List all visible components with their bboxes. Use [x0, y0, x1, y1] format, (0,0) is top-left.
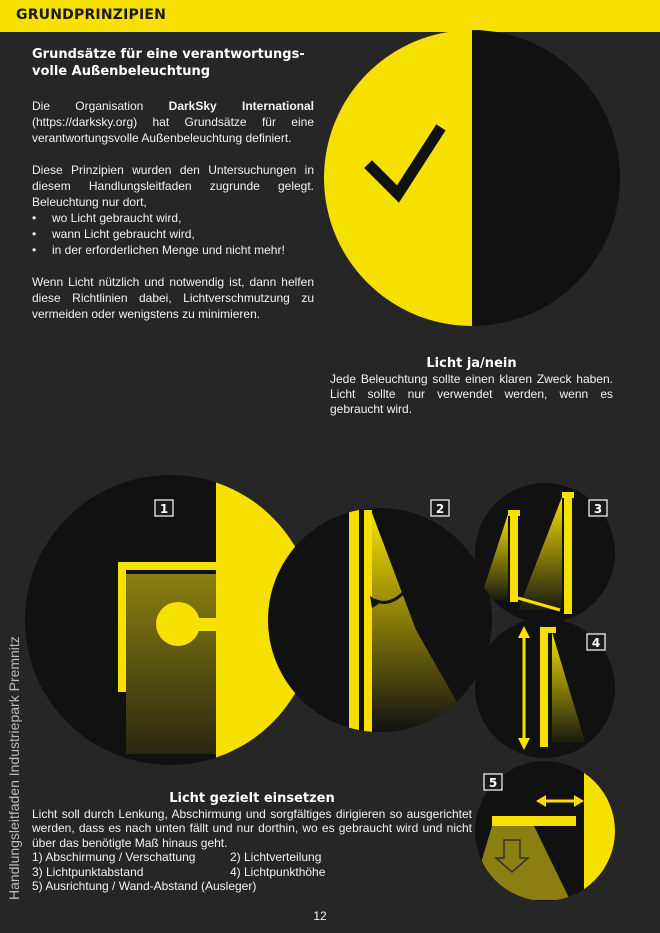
list-item: 5) Ausrichtung / Wand-Abstand (Ausleger) — [32, 879, 257, 893]
intro-paragraph-3: Wenn Licht nützlich und notwendig ist, dann helfen diese Richtlinien dabei, Lichtverschmutzung zu vermeiden oder wenigstens zu minimieren. — [32, 275, 314, 321]
side-label-text: Handlungsleitfaden Industriepark Premnitz — [6, 636, 22, 900]
licht-gezielt-title: Licht gezielt einsetzen — [169, 791, 335, 806]
figure-number-5-label: 5 — [488, 776, 498, 790]
licht-gezielt-section — [32, 792, 472, 894]
figure-number-1 — [155, 500, 173, 516]
p1-suffix: (https://darksky.org) hat Grundsätze für eine verantwortungsvolle Außenbeleuchtung definiert. — [32, 115, 314, 145]
figure-number-2 — [431, 500, 449, 516]
figure-number-3-label: 3 — [593, 502, 603, 516]
intro-paragraph-2: Diese Prinzipien wurden den Untersuchungen in diesem Handlungsleitfaden zugrunde gelegt. Beleuchtung nur dort, — [32, 163, 314, 209]
licht-ja-nein-title: Licht ja/nein — [426, 356, 517, 371]
page-number: 12 — [313, 909, 327, 923]
principle-list — [32, 850, 472, 894]
org-name: DarkSky International — [168, 99, 314, 113]
list-item: • wo Licht gebraucht wird, — [32, 210, 314, 226]
figure-number-4 — [587, 634, 605, 650]
distribution-graphic — [260, 495, 500, 740]
licht-ja-nein-text: Jede Beleuchtung sollte einen klaren Zweck haben. Licht sollte nur verwendet werden, wenn es gebraucht wird. — [330, 372, 613, 416]
list-item: • wann Licht gebraucht wird, — [32, 226, 314, 242]
list-item: 2) Lichtverteilung — [230, 850, 322, 864]
figure-number-1-label: 1 — [159, 502, 169, 516]
intro-heading-line2: volle Außenbeleuchtung — [32, 64, 211, 79]
section-title: GRUNDPRINZIPIEN — [16, 7, 167, 23]
licht-ja-nein-section — [330, 356, 613, 417]
list-item: 4) Lichtpunkthöhe — [230, 864, 326, 879]
intro-heading-line1: Grundsätze für eine verantwortungs- — [32, 47, 305, 62]
p1-prefix: Die Organisation — [32, 99, 169, 113]
figure-number-4-label: 4 — [591, 636, 601, 650]
list-item: • in der erforderlichen Menge und nicht mehr! — [32, 242, 314, 258]
figure-number-5 — [484, 774, 502, 790]
licht-ja-nein-graphic — [320, 20, 632, 340]
licht-gezielt-text: Licht soll durch Lenkung, Abschirmung und sorgfältiges dirigieren so ausgerichtet werden, dass es nach unten fällt und nur dorthin, wo es gebraucht wird und nicht über das benötigte Maß hinaus geht. — [32, 806, 472, 850]
figure-number-3 — [589, 500, 607, 516]
figure-number-2-label: 2 — [435, 502, 445, 516]
list-item: 3) Lichtpunktabstand — [32, 864, 144, 879]
list-item: 1) Abschirmung / Verschattung — [32, 850, 196, 864]
